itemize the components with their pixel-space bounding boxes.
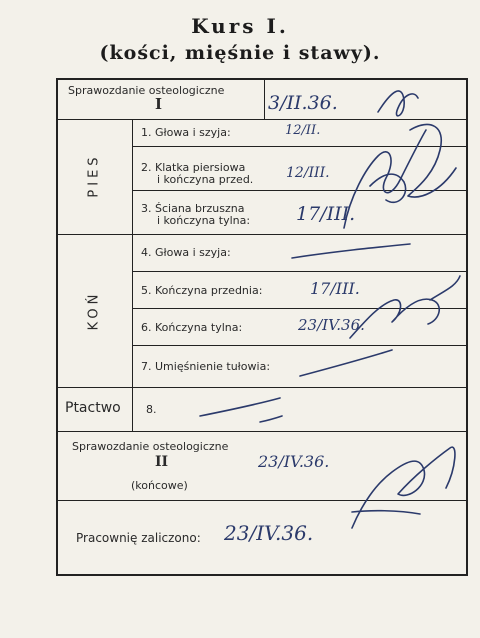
osteo-final-date: 23/IV.36. [258,452,330,471]
kon-row-7-label: 7. Umięśnienie tułowia: [141,360,271,373]
divider [132,271,468,272]
divider [56,119,468,120]
form-frame [56,78,468,576]
completion-date: 23/IV.36. [224,521,314,545]
kon-row-6-label: 6. Kończyna tylna: [141,321,243,334]
group-label-pies: PIES [86,153,102,198]
divider [132,308,468,309]
kon-row-5-date: 17/III. [310,279,360,298]
completion-label: Pracownię zaliczono: [76,531,201,545]
divider [132,345,468,346]
kon-row-6-date: 23/IV.36. [298,316,365,334]
osteo-report-date: 3/II.36. [268,92,338,114]
divider [264,78,265,119]
osteo-report-number: I [155,95,163,113]
ptactwo-row-label: 8. [146,403,157,416]
page-title: Kurs I. [191,14,289,38]
pies-row-3-date: 17/III. [296,203,356,225]
osteo-final-label: Sprawozdanie osteologiczne [72,440,229,453]
osteo-final-note: (końcowe) [131,479,188,492]
osteo-final-number: II [155,454,169,470]
osteo-report-label: Sprawozdanie osteologiczne [68,84,225,97]
divider [56,500,468,501]
divider [132,119,133,431]
ptactwo-label: Ptactwo [65,400,121,416]
pies-row-1-label: 1. Głowa i szyja: [141,126,231,139]
pies-row-3-label: i kończyna tylna: [157,214,251,227]
divider [132,190,468,191]
pies-row-2-label: 2. Klatka piersiowa [141,161,246,174]
pies-row-2-date: 12/III. [286,165,330,181]
kon-row-5-label: 5. Kończyna przednia: [141,284,263,297]
pies-row-3-label: 3. Ściana brzuszna [141,202,245,215]
divider [132,146,468,147]
pies-row-2-label: i kończyna przed. [157,173,254,186]
kon-row-4-label: 4. Głowa i szyja: [141,246,231,259]
page-subtitle: (kości, mięśnie i stawy). [99,42,381,64]
divider [56,234,468,235]
pies-row-1-date: 12/II. [285,123,321,138]
group-label-kon: KOŃ [86,290,102,331]
divider [56,387,468,388]
divider [56,431,468,432]
